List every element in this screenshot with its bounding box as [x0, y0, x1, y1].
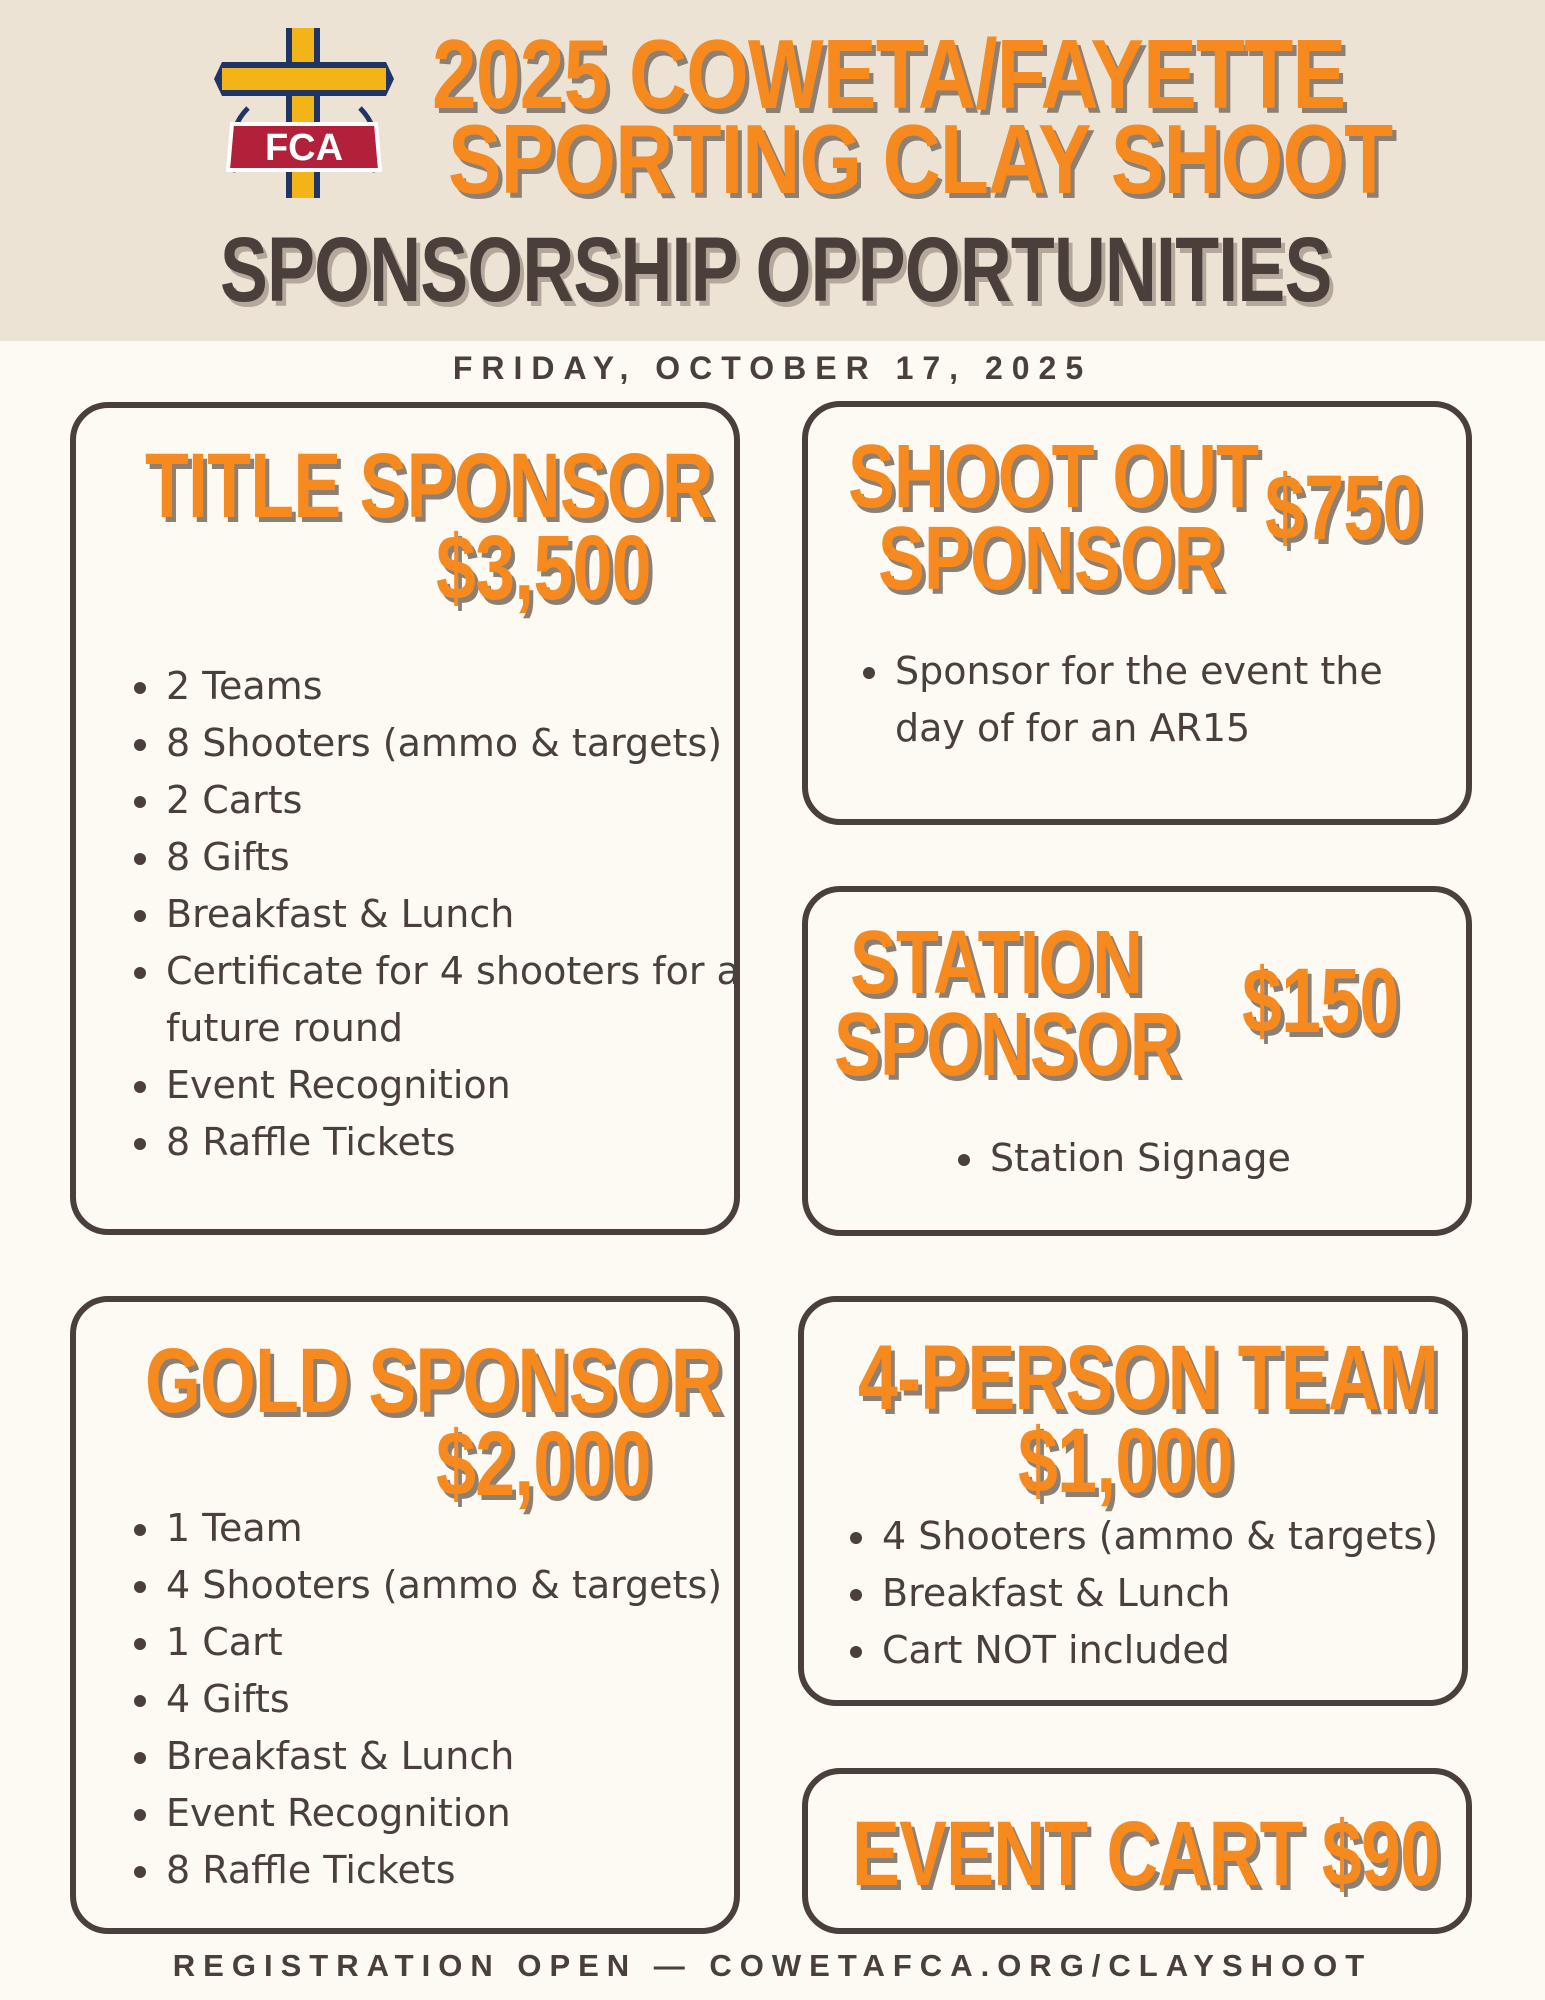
list-item: • 4 Gifts	[164, 1671, 764, 1728]
gold-sponsor-benefits	[124, 1500, 764, 1899]
shoot-out-sponsor-benefits	[853, 643, 1453, 757]
gold-sponsor-name: GOLD SPONSOR	[145, 1330, 722, 1432]
title-sponsor-name: TITLE SPONSOR	[145, 435, 713, 537]
station-sponsor-price: $150	[1242, 950, 1399, 1052]
list-item: • 8 Raffle Tickets	[164, 1842, 764, 1899]
team-benefits	[840, 1508, 1500, 1679]
team-price: $1,000	[1018, 1410, 1233, 1512]
list-item: • 8 Gifts	[164, 829, 764, 886]
fca-logo	[214, 22, 394, 202]
list-item: • 2 Teams	[164, 658, 764, 715]
registration-footer: REGISTRATION OPEN — COWETAFCA.ORG/CLAYSHOOT	[172, 1948, 1373, 1983]
list-item: • Sponsor for the event the day of for an AR15	[893, 643, 1453, 757]
list-item: • Breakfast & Lunch	[164, 1728, 764, 1785]
list-item: • 2 Carts	[164, 772, 764, 829]
event-title-line1: 2025 COWETA/FAYETTE	[432, 19, 1346, 129]
station-sponsor-name-line2: SPONSOR	[834, 995, 1180, 1095]
shoot-out-sponsor-price: $750	[1265, 457, 1422, 559]
list-item: • 1 Cart	[164, 1614, 764, 1671]
list-item: • 8 Raffle Tickets	[164, 1114, 764, 1171]
station-sponsor-name-line1: STATION	[850, 913, 1143, 1013]
title-sponsor-price: $3,500	[436, 517, 651, 619]
page-subtitle: SPONSORSHIP OPPORTUNITIES	[220, 219, 1332, 321]
shoot-out-sponsor-name-line2: SPONSOR	[878, 509, 1224, 609]
title-sponsor-benefits	[124, 658, 764, 1171]
list-item: • Breakfast & Lunch	[164, 886, 764, 943]
list-item: • Event Recognition	[164, 1785, 764, 1842]
event-cart-label: EVENT CART $90	[852, 1803, 1440, 1905]
list-item: • 8 Shooters (ammo & targets)	[164, 715, 764, 772]
team-name: 4-PERSON TEAM	[858, 1327, 1438, 1429]
list-item: • Cart NOT included	[880, 1622, 1500, 1679]
list-item: • 4 Shooters (ammo & targets)	[164, 1557, 764, 1614]
list-item: • Station Signage	[988, 1130, 1448, 1187]
list-item: • 1 Team	[164, 1500, 764, 1557]
event-title-line2: SPORTING CLAY SHOOT	[448, 104, 1393, 214]
event-date: FRIDAY, OCTOBER 17, 2025	[452, 350, 1093, 386]
list-item: • Breakfast & Lunch	[880, 1565, 1500, 1622]
list-item: • 4 Shooters (ammo & targets)	[880, 1508, 1500, 1565]
header-banner	[0, 0, 1545, 341]
gold-sponsor-price: $2,000	[436, 1413, 651, 1515]
fca-logo-text: FCA	[264, 127, 344, 169]
shoot-out-sponsor-name-line1: SHOOT OUT	[848, 427, 1259, 527]
list-item: • Event Recognition	[164, 1057, 764, 1114]
list-item: • Certificate for 4 shooters for a future round	[164, 943, 764, 1057]
station-sponsor-benefits	[948, 1130, 1448, 1187]
